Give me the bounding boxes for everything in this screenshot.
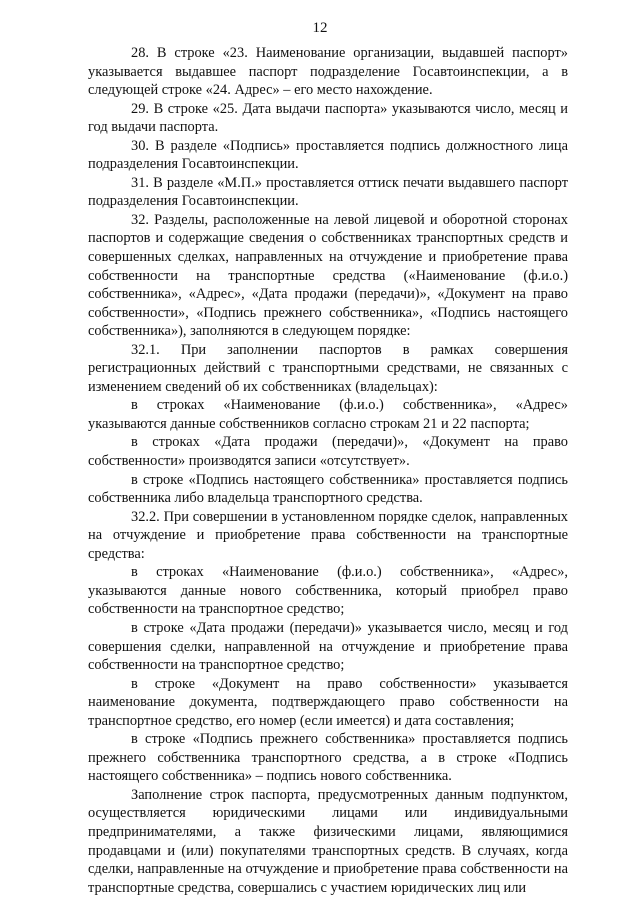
paragraph-32-1-current-owner-signature: в строке «Подпись настоящего собственника» проставляется подпись собственника либо владельца транспортного средства. <box>88 471 568 507</box>
paragraph-28: 28. В строке «23. Наименование организации, выдавшей паспорт» указывается выдавшее паспорт подразделение Госавтоинспекции, а в следующей строке «24. Адрес» – его место нахождение. <box>88 45 568 99</box>
paragraph-32-2: 32.2. При совершении в установленном порядке сделок, направленных на отчуждение и приобретение права собственности на транспортные средства: <box>88 508 568 562</box>
paragraph-32-1-owner-name-address: в строках «Наименование (ф.и.о.) собственника», «Адрес» указываются данные собственников согласно строкам 21 и 22 паспорта; <box>88 397 568 432</box>
paragraph-31: 31. В разделе «М.П.» проставляется оттиск печати выдавшего паспорт подразделения Госавтоинспекции. <box>88 174 568 210</box>
paragraph-32-1-sale-date-ownership-doc: в строках «Дата продажи (передачи)», «Документ на право собственности» производятся записи «отсутствует». <box>88 434 568 470</box>
document-body <box>88 44 568 897</box>
paragraph-32-1: 32.1. При заполнении паспортов в рамках совершения регистрационных действий с транспортными средствами, не связанных с изменением сведений об их собственниках (владельцах): <box>88 341 568 395</box>
paragraph-32: 32. Разделы, расположенные на левой лицевой и оборотной сторонах паспортов и содержащие сведения о собственниках транспортных средств и совершенных сделках, направленных на отчуждение и приобретение права собственности на транспортные средства («Наименование (ф.и.о.) собственника», «Адрес», «Дата продажи (передачи)», «Документ на право собственности», «Подпись прежнего собственника», «Подпись настоящего собственника»), заполняются в следующем порядке: <box>88 211 568 340</box>
page-number: 12 <box>312 20 328 36</box>
paragraph-32-2-sale-date: в строке «Дата продажи (передачи)» указывается число, месяц и год совершения сделки, направленной на отчуждение и приобретение права собственности на транспортное средство; <box>88 619 568 674</box>
paragraph-32-2-ownership-doc: в строке «Документ на право собственности» указывается наименование документа, подтверждающего право собственности на транспортное средство, его номер (если имеется) и дата составления; <box>88 675 568 729</box>
paragraph-30: 30. В разделе «Подпись» проставляется подпись должностного лица подразделения Госавтоинспекции. <box>88 137 568 173</box>
paragraph-29: 29. В строке «25. Дата выдачи паспорта» указываются число, месяц и год выдачи паспорта. <box>88 100 568 136</box>
paragraph-32-2-signatures: в строке «Подпись прежнего собственника» проставляется подпись прежнего собственника транспортного средства, а в строке «Подпись настоящего собственника» – подпись нового собственника. <box>88 731 568 785</box>
paragraph-32-2-owner-name-address: в строках «Наименование (ф.и.о.) собственника», «Адрес», указываются данные нового собственника, который приобрел право собственности на транспортное средство; <box>88 564 568 618</box>
paragraph-32-2-filling-note: Заполнение строк паспорта, предусмотренных данным подпунктом, осуществляется юридическими лицами или индивидуальными предпринимателями, а также физическими лицами, являющимися продавцами и (или) покупателями транспортных средств. В случаях, когда сделки, направленные на отчуждение и приобретение права собственности на транспортные средства, совершались с участием юридических лиц или <box>88 786 568 896</box>
